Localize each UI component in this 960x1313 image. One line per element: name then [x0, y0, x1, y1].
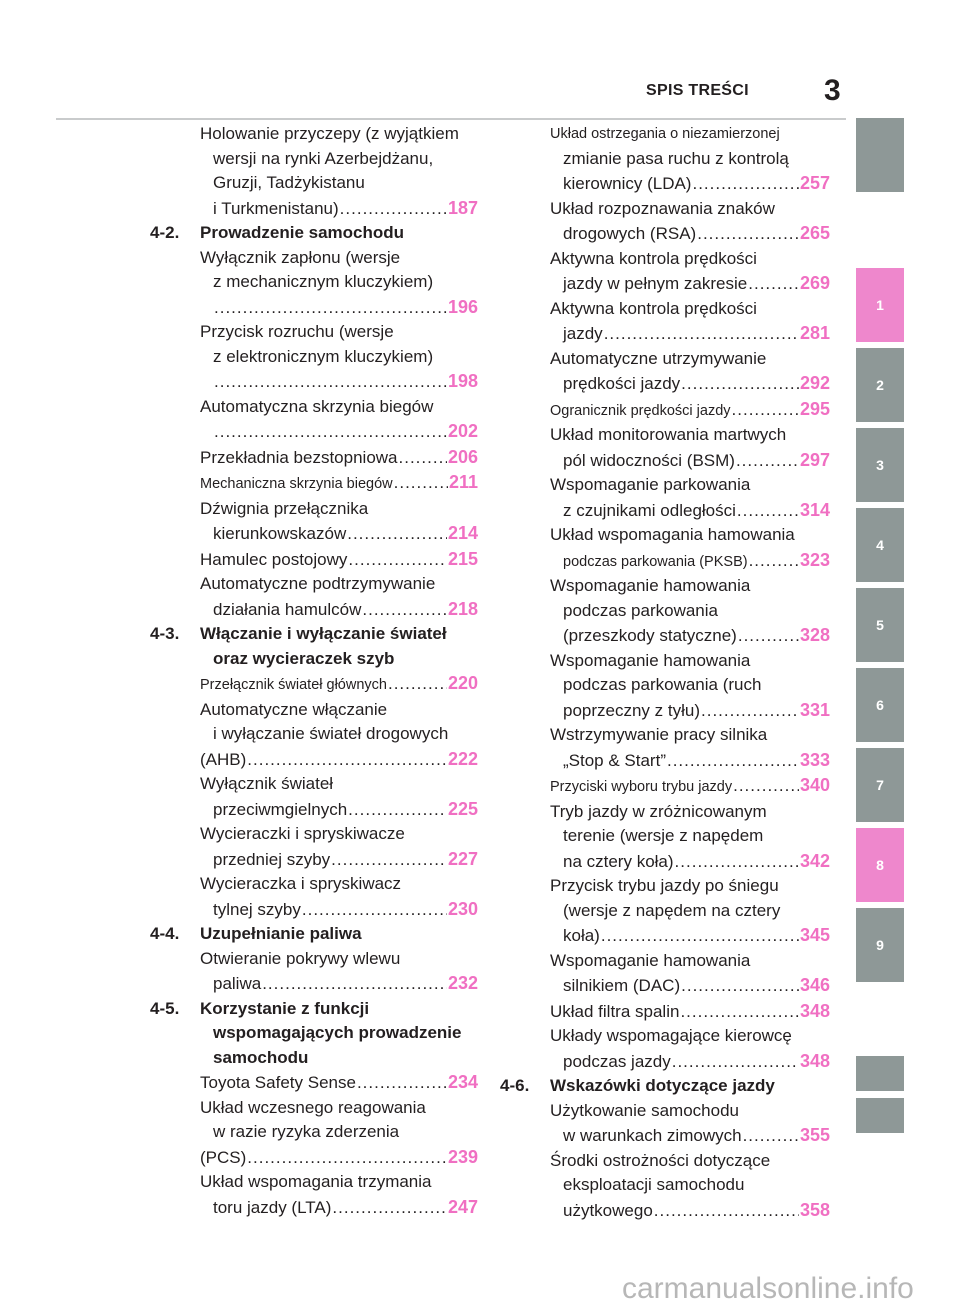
toc-entry-line: (wersje z napędem na cztery	[563, 900, 781, 920]
toc-entry[interactable]	[500, 773, 830, 800]
toc-entry-text: paliwa	[213, 974, 262, 993]
toc-entry-text: w warunkach zimowych	[563, 1126, 742, 1145]
toc-entry-leader-line	[200, 971, 478, 997]
toc-entry-text: pól widoczności (BSM)	[563, 450, 735, 470]
dot-leader	[736, 449, 799, 474]
toc-entry-text: Mechaniczna skrzynia biegów	[200, 476, 393, 492]
toc-entry[interactable]	[500, 649, 830, 724]
dot-leader	[388, 672, 447, 697]
page-reference[interactable]: 257	[799, 173, 830, 193]
dot-leader	[681, 372, 799, 397]
toc-entry-text: kierunkowskazów	[213, 524, 347, 543]
toc-entry-text: poprzeczny z tyłu)	[563, 700, 700, 720]
section-title	[200, 922, 478, 947]
dot-leader	[357, 1071, 447, 1096]
toc-entry-text: koła)	[563, 926, 600, 945]
page-reference[interactable]: 333	[799, 749, 830, 770]
dot-leader	[347, 522, 447, 547]
page-reference[interactable]: 328	[799, 625, 830, 645]
section-title-line: Prowadzenie samochodu	[200, 223, 405, 242]
page-reference[interactable]: 348	[799, 1000, 830, 1021]
dot-leader	[748, 272, 799, 297]
toc-entry-leader-line	[200, 419, 478, 445]
toc-entry-leader-line	[550, 498, 830, 524]
toc-entry[interactable]	[150, 822, 478, 872]
section-number: 4-5.	[150, 998, 180, 1018]
dot-leader	[697, 222, 799, 247]
dot-leader	[214, 420, 447, 445]
chapter-tab-4[interactable]: 4	[856, 508, 904, 582]
toc-section-heading	[500, 1074, 830, 1099]
page-reference[interactable]: 198	[447, 371, 478, 391]
toc-entry-leader-line	[200, 1145, 478, 1171]
page-reference[interactable]: 220	[447, 673, 478, 693]
page-reference[interactable]: 314	[799, 499, 830, 520]
toc-entry-line: podczas parkowania (ruch	[563, 675, 762, 694]
page-reference[interactable]: 345	[799, 925, 830, 945]
toc-entry-text: drogowych (RSA)	[563, 224, 697, 243]
toc-entry-line: Przycisk rozruchu (wersje	[200, 322, 394, 341]
page-reference[interactable]: 206	[447, 446, 478, 467]
page-reference[interactable]: 234	[447, 1072, 478, 1092]
toc-entry-leader-line	[200, 797, 478, 823]
page-reference[interactable]: 230	[447, 898, 478, 919]
toc-entry-leader-line	[550, 1198, 830, 1224]
toc-entry-line: Wyłącznik zapłonu (wersje	[200, 247, 401, 267]
toc-entry-leader-line	[550, 973, 830, 999]
toc-entry[interactable]	[500, 523, 830, 574]
toc-entry-leader-line	[200, 521, 478, 547]
dot-leader	[214, 370, 447, 395]
toc-entry-text: Układ filtra spalin	[550, 1001, 680, 1021]
toc-left-column	[150, 122, 478, 1220]
dot-leader	[331, 848, 447, 873]
chapter-tab-2[interactable]: 2	[856, 348, 904, 422]
toc-section-heading	[150, 997, 478, 1071]
page-reference[interactable]: 340	[799, 775, 830, 795]
toc-entry[interactable]	[150, 1070, 478, 1096]
page-reference[interactable]: 292	[799, 373, 830, 393]
page-reference[interactable]: 214	[447, 523, 478, 543]
toc-entry-leader-line	[550, 1123, 830, 1149]
dot-leader	[692, 172, 798, 197]
toc-entry-text: Hamulec postojowy	[200, 549, 348, 569]
section-title	[200, 622, 478, 671]
toc-entry-line: w razie ryzyka zderzenia	[213, 1122, 400, 1141]
toc-entry-leader-line	[200, 295, 478, 321]
dot-leader	[394, 471, 448, 496]
toc-entry-text: działania hamulców	[213, 599, 362, 619]
toc-entry[interactable]	[500, 423, 830, 473]
toc-entry[interactable]	[150, 772, 478, 822]
dot-leader	[247, 1146, 447, 1171]
section-title-line: Włączanie i wyłączanie świateł	[200, 624, 447, 643]
toc-entry-text: silnikiem (DAC)	[563, 976, 681, 995]
toc-entry-leader-line	[550, 748, 830, 774]
chapter-tab-5[interactable]: 5	[856, 588, 904, 662]
toc-entry-leader-line	[550, 773, 830, 800]
toc-entry[interactable]	[500, 949, 830, 999]
toc-entry-line: Automatyczne utrzymywanie	[550, 348, 767, 368]
dot-leader	[247, 748, 447, 773]
toc-entry[interactable]	[500, 574, 830, 649]
toc-entry[interactable]	[150, 1170, 478, 1220]
section-number: 4-4.	[150, 924, 180, 943]
chapter-tab-blank[interactable]	[856, 118, 904, 192]
toc-entry-line: Holowanie przyczepy (z wyjątkiem	[200, 124, 459, 143]
section-title-line: samochodu	[213, 1047, 309, 1067]
dot-leader	[681, 974, 799, 999]
toc-entry[interactable]	[150, 445, 478, 471]
toc-entry-line: Wyłącznik świateł	[200, 774, 334, 793]
dot-leader	[732, 398, 799, 423]
toc-entry-leader-line	[200, 196, 478, 222]
toc-entry-text: przedniej szyby	[213, 849, 331, 869]
toc-entry-leader-line	[550, 221, 830, 247]
page-reference[interactable]: 222	[447, 748, 478, 769]
toc-entry-line: Przycisk trybu jazdy po śniegu	[550, 876, 779, 895]
toc-entry-line: zmianie pasa ruchu z kontrolą	[563, 148, 789, 168]
toc-entry-line: Otwieranie pokrywy wlewu	[200, 948, 401, 968]
toc-entry-leader-line	[200, 847, 478, 873]
toc-entry-line: Wspomaganie hamowania	[550, 650, 751, 670]
toc-entry-line: Układ ostrzegania o niezamierzonej	[550, 126, 780, 142]
dot-leader	[654, 1199, 799, 1224]
toc-entry[interactable]	[500, 1149, 830, 1224]
toc-entry-line: Automatyczna skrzynia biegów	[200, 396, 434, 416]
toc-entry[interactable]	[150, 395, 478, 445]
dot-leader	[701, 699, 799, 724]
dot-leader	[214, 296, 447, 321]
toc-entry-leader-line	[550, 448, 830, 474]
toc-entry-text: (PCS)	[200, 1147, 247, 1167]
toc-entry-text: Przełącznik świateł głównych	[200, 677, 387, 693]
toc-entry-text: i Turkmenistanu)	[213, 198, 339, 218]
section-title-line: Uzupełnianie paliwa	[200, 924, 362, 943]
dot-leader	[348, 798, 447, 823]
toc-entry-line: Układ rozpoznawania znaków	[550, 198, 775, 218]
toc-entry[interactable]	[500, 347, 830, 397]
toc-entry[interactable]	[150, 671, 478, 698]
toc-entry-text: jazdy	[563, 324, 603, 343]
toc-entry-leader-line	[200, 1070, 478, 1096]
page-reference[interactable]: 281	[799, 323, 830, 343]
toc-entry-leader-line	[550, 623, 830, 649]
chapter-tab-3[interactable]: 3	[856, 428, 904, 502]
page-reference[interactable]: 227	[447, 848, 478, 869]
toc-entry-leader-line	[550, 371, 830, 397]
section-title-line: wspomagających prowadzenie	[213, 1023, 462, 1042]
toc-entry-line: Wspomaganie hamowania	[550, 576, 751, 595]
dot-leader	[738, 624, 799, 649]
toc-entry-line: Wycieraczka i spryskiwacz	[200, 874, 402, 893]
chapter-tab-blank[interactable]	[856, 1056, 904, 1091]
page-reference[interactable]: 348	[799, 1050, 830, 1071]
toc-entry[interactable]	[150, 470, 478, 497]
toc-entry-text: (przeszkody statyczne)	[563, 626, 737, 645]
dot-leader	[604, 322, 799, 347]
toc-entry-line: eksploatacji samochodu	[563, 1175, 745, 1194]
section-title-line: Korzystanie z funkcji	[200, 998, 370, 1018]
toc-entry-text: podczas parkowania (PKSB)	[563, 553, 748, 570]
toc-entry-line: Automatyczne podtrzymywanie	[200, 574, 436, 593]
section-title	[550, 1074, 830, 1099]
toc-entry[interactable]	[500, 122, 830, 197]
dot-leader	[733, 774, 799, 799]
section-number: 4-2.	[150, 223, 180, 242]
toc-entry-text: kierownicy (LDA)	[563, 174, 692, 193]
toc-entry-leader-line	[550, 271, 830, 297]
toc-entry-leader-line	[550, 171, 830, 197]
toc-entry-leader-line	[200, 897, 478, 923]
toc-entry-line: Układ wspomagania trzymania	[200, 1172, 432, 1191]
toc-entry-line: Środki ostrożności dotyczące	[550, 1150, 771, 1170]
toc-entry-text: Przekładnia bezstopniowa	[200, 447, 398, 467]
toc-entry-leader-line	[550, 397, 830, 424]
toc-entry[interactable]	[500, 197, 830, 247]
toc-entry-text: użytkowego	[563, 1200, 653, 1220]
section-title	[200, 997, 478, 1071]
page-reference[interactable]: 323	[799, 549, 830, 570]
toc-entry-line: Układ wczesnego reagowania	[200, 1097, 426, 1117]
watermark: carmanualsonline.info	[622, 1272, 914, 1305]
toc-entry-leader-line	[200, 747, 478, 773]
toc-entry-line: podczas parkowania	[563, 600, 718, 620]
toc-entry-leader-line	[200, 1195, 478, 1221]
dot-leader	[675, 850, 799, 875]
section-title-line: oraz wycieraczek szyb	[213, 648, 395, 668]
page-reference[interactable]: 342	[799, 850, 830, 871]
toc-entry-leader-line	[550, 849, 830, 875]
page-reference[interactable]: 211	[448, 472, 478, 492]
toc-entry[interactable]	[150, 122, 478, 221]
toc-entry-leader-line	[550, 999, 830, 1025]
page-reference[interactable]: 232	[447, 973, 478, 993]
page-reference[interactable]: 247	[447, 1196, 478, 1217]
toc-entry-text: Przyciski wyboru trybu jazdy	[550, 779, 733, 795]
toc-entry-leader-line	[550, 548, 830, 575]
toc-entry-line: Wspomaganie hamowania	[550, 950, 751, 970]
dot-leader	[672, 1050, 799, 1075]
toc-entry[interactable]	[150, 246, 478, 321]
toc-entry-line: z elektronicznym kluczykiem)	[213, 346, 434, 366]
toc-entry-line: terenie (wersje z napędem	[563, 826, 764, 845]
toc-section-heading	[150, 622, 478, 671]
toc-entry-line: Układ monitorowania martwych	[550, 425, 787, 444]
toc-entry-line: Użytkowanie samochodu	[550, 1100, 739, 1120]
toc-entry-text: jazdy w pełnym zakresie	[563, 274, 748, 293]
dot-leader	[302, 898, 447, 923]
dot-leader	[399, 446, 447, 471]
toc-entry[interactable]	[500, 999, 830, 1025]
page-reference[interactable]: 355	[799, 1125, 830, 1145]
toc-entry-text: Ogranicznik prędkości jazdy	[550, 402, 731, 419]
toc-entry-line: Gruzji, Tadżykistanu	[213, 173, 365, 192]
toc-entry-line: Aktywna kontrola prędkości	[550, 248, 757, 268]
toc-entry-text: (AHB)	[200, 749, 247, 769]
toc-entry-leader-line	[550, 923, 830, 949]
page-reference[interactable]: 215	[447, 548, 478, 569]
section-number: 4-6.	[500, 1076, 530, 1095]
toc-entry-leader-line	[550, 698, 830, 724]
toc-entry-leader-line	[550, 1049, 830, 1075]
toc-entry[interactable]	[500, 1099, 830, 1149]
dot-leader	[749, 549, 799, 574]
page-reference[interactable]: 196	[447, 296, 478, 317]
toc-entry[interactable]	[150, 698, 478, 773]
page-reference[interactable]: 346	[799, 975, 830, 995]
toc-entry-line: Wstrzymywanie pracy silnika	[550, 725, 768, 744]
toc-entry-text: prędkości jazdy	[563, 374, 681, 393]
toc-entry-leader-line	[200, 547, 478, 573]
toc-entry[interactable]	[500, 397, 830, 424]
dot-leader	[332, 1196, 447, 1221]
section-title-line: Wskazówki dotyczące jazdy	[550, 1076, 775, 1095]
toc-entry[interactable]	[500, 297, 830, 347]
toc-entry[interactable]	[500, 874, 830, 949]
toc-entry-leader-line	[550, 321, 830, 347]
toc-entry-leader-line	[200, 369, 478, 395]
toc-entry-leader-line	[200, 470, 478, 497]
toc-section-heading	[150, 221, 478, 246]
toc-entry-text: przeciwmgielnych	[213, 799, 348, 819]
toc-entry-line: Wspomaganie parkowania	[550, 475, 751, 494]
toc-entry[interactable]	[500, 1024, 830, 1074]
chapter-tab-9[interactable]: 9	[856, 908, 904, 982]
toc-entry-text: z czujnikami odległości	[563, 500, 736, 520]
dot-leader	[743, 1124, 799, 1149]
toc-entry-leader-line	[200, 597, 478, 623]
toc-entry-leader-line	[200, 671, 478, 698]
dot-leader	[348, 548, 447, 573]
page-reference[interactable]: 331	[799, 699, 830, 720]
dot-leader	[362, 598, 447, 623]
page-reference[interactable]: 187	[447, 197, 478, 218]
page-reference[interactable]: 239	[447, 1146, 478, 1167]
page-reference[interactable]: 218	[447, 598, 478, 619]
chapter-tab-blank[interactable]	[856, 1098, 904, 1133]
toc-entry[interactable]	[150, 947, 478, 997]
toc-entry-text: toru jazdy (LTA)	[213, 1197, 332, 1217]
toc-entry[interactable]	[150, 547, 478, 573]
dot-leader	[601, 924, 799, 949]
toc-entry[interactable]	[150, 1096, 478, 1171]
toc-entry-line: Układy wspomagające kierowcę	[550, 1026, 792, 1045]
toc-entry[interactable]	[150, 320, 478, 395]
dot-leader	[667, 749, 799, 774]
dot-leader	[737, 499, 799, 524]
toc-entry-line: i wyłączanie świateł drogowych	[213, 724, 449, 743]
toc-entry[interactable]	[500, 473, 830, 523]
toc-entry-line: Aktywna kontrola prędkości	[550, 298, 757, 318]
toc-entry-line: Tryb jazdy w zróżnicowanym	[550, 801, 767, 821]
toc-right-column	[500, 122, 830, 1223]
dot-leader	[680, 1000, 799, 1025]
toc-entry[interactable]	[500, 247, 830, 297]
toc-entry[interactable]	[500, 800, 830, 875]
header-rule	[56, 118, 846, 120]
toc-entry-line: wersji na rynki Azerbejdżanu,	[213, 148, 434, 168]
toc-entry-text: na cztery koła)	[563, 851, 674, 871]
toc-entry-line: Wycieraczki i spryskiwacze	[200, 824, 405, 843]
toc-entry-line: Automatyczne włączanie	[200, 699, 388, 719]
toc-entry-text: tylnej szyby	[213, 899, 301, 919]
page-reference[interactable]: 269	[799, 273, 830, 293]
toc-entry[interactable]	[500, 723, 830, 773]
toc-entry-text: podczas jazdy	[563, 1051, 671, 1071]
toc-entry[interactable]	[150, 572, 478, 622]
page-reference[interactable]: 265	[799, 223, 830, 243]
chapter-tab-1[interactable]: 1	[856, 268, 904, 342]
toc-entry[interactable]	[150, 497, 478, 547]
toc-entry-line: Układ wspomagania hamowania	[550, 525, 795, 544]
toc-entry-line: Dźwignia przełącznika	[200, 498, 369, 518]
toc-entry-line: z mechanicznym kluczykiem)	[213, 272, 434, 291]
page-reference[interactable]: 358	[799, 1199, 830, 1220]
page-reference[interactable]: 202	[447, 421, 478, 441]
toc-section-heading	[150, 922, 478, 947]
page-reference[interactable]: 297	[799, 449, 830, 470]
section-number: 4-3.	[150, 624, 180, 643]
chapter-tab-7[interactable]: 7	[856, 748, 904, 822]
page-number: 3	[824, 74, 841, 107]
toc-entry[interactable]	[150, 872, 478, 922]
section-title	[200, 221, 478, 246]
page-reference[interactable]: 225	[447, 798, 478, 819]
dot-leader	[262, 972, 447, 997]
toc-entry-text: „Stop & Start”	[563, 750, 666, 770]
toc-entry-leader-line	[200, 445, 478, 471]
chapter-tab-6[interactable]: 6	[856, 668, 904, 742]
page-title: SPIS TREŚCI	[646, 82, 749, 99]
chapter-tab-8[interactable]: 8	[856, 828, 904, 902]
toc-entry-text: Toyota Safety Sense	[200, 1073, 356, 1092]
dot-leader	[340, 197, 447, 222]
page-reference[interactable]: 295	[799, 398, 830, 419]
